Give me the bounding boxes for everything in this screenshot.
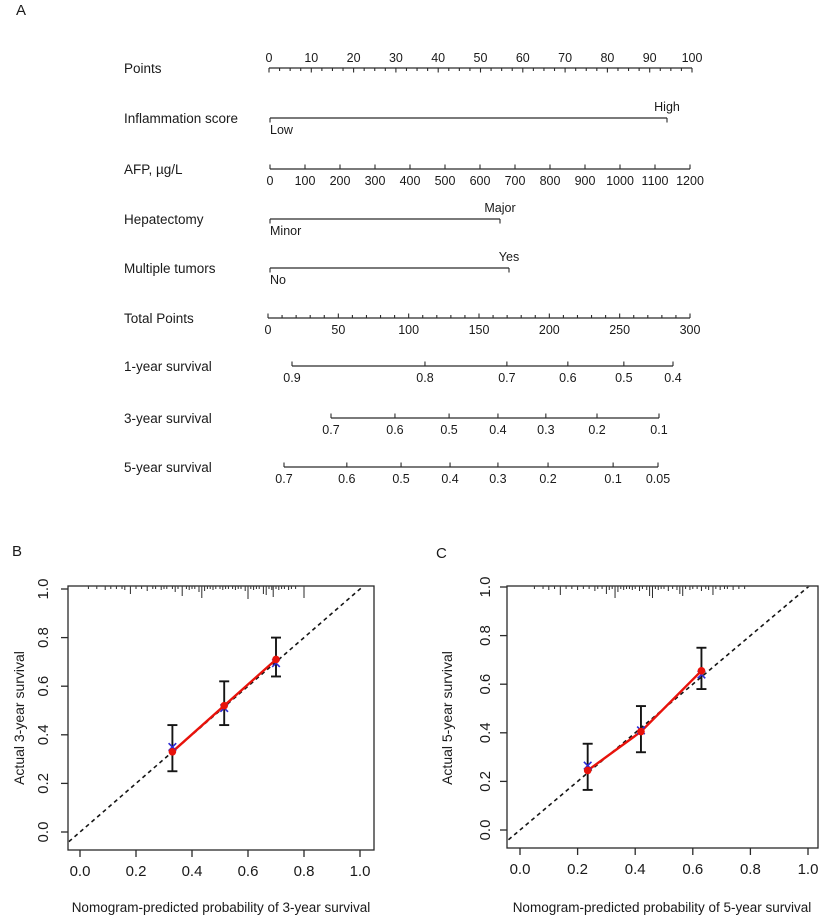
tick-label: 0.4: [441, 472, 459, 486]
tick-label: 0.4: [489, 423, 507, 437]
x-tick-label: 0.8: [293, 863, 315, 880]
y-tick-label: 0.0: [477, 819, 494, 841]
row-label: 3-year survival: [124, 411, 212, 426]
calibration-point: [169, 748, 177, 756]
row-label: Hepatectomy: [124, 212, 204, 227]
tick-label: 300: [364, 174, 386, 188]
tick-label: 100: [398, 323, 420, 337]
panel-c-letter: C: [436, 545, 447, 562]
y-tick-label: 0.6: [477, 673, 494, 695]
x-tick-label: 1.0: [349, 863, 371, 880]
rug-marks: [534, 587, 744, 598]
y-tick-label: 0.2: [477, 770, 494, 792]
tick-label: No: [270, 273, 286, 287]
plot-box: [68, 586, 374, 850]
tick-label: 800: [539, 174, 561, 188]
y-tick-label: 0.0: [35, 821, 52, 843]
tick-label: 0.4: [664, 371, 682, 385]
tick-label: 0.1: [604, 472, 622, 486]
calibration-plot-5yr: [410, 540, 824, 920]
y-tick-label: 0.6: [35, 675, 52, 697]
tick-label: 0.5: [392, 472, 410, 486]
tick-label: 600: [469, 174, 491, 188]
tick-label: 50: [473, 51, 488, 65]
tick-label: 30: [388, 51, 403, 65]
tick-label: 300: [679, 323, 701, 337]
rug-marks: [88, 587, 304, 599]
tick-label: 40: [431, 51, 446, 65]
calibration-point: [220, 702, 228, 710]
tick-label: Major: [484, 201, 516, 215]
tick-label: Yes: [498, 250, 520, 264]
nomogram-row-1-year-survival: [124, 359, 682, 385]
tick-label: 0.6: [386, 423, 404, 437]
calibration-point: [637, 728, 645, 736]
tick-label: 0.1: [650, 423, 668, 437]
x-tick-label: 0.2: [567, 861, 589, 878]
y-axis-title-3yr: Actual 3-year survival: [11, 651, 27, 785]
tick-label: 0.6: [338, 472, 356, 486]
y-tick-label: 0.8: [35, 627, 52, 649]
x-tick-label: 0.4: [181, 863, 203, 880]
x-tick-label: 0.6: [237, 863, 259, 880]
tick-label: 50: [331, 323, 346, 337]
tick-label: 250: [609, 323, 631, 337]
nomogram-row-multiple-tumors: [124, 250, 519, 287]
y-tick-label: 0.4: [35, 724, 52, 746]
tick-label: 150: [468, 323, 490, 337]
plot-box: [507, 586, 818, 848]
row-label: 1-year survival: [124, 359, 212, 374]
nomogram-row-inflammation-score: [124, 100, 680, 137]
tick-label: 100: [294, 174, 316, 188]
tick-label: 200: [538, 323, 560, 337]
nomogram-row-afp-g-l: [124, 162, 704, 188]
row-label: Total Points: [124, 311, 194, 326]
tick-label: 0.5: [615, 371, 633, 385]
x-axis-title-3yr: Nomogram-predicted probability of 3-year survival: [71, 900, 371, 915]
calibration-point: [698, 667, 706, 675]
tick-label: 0.05: [645, 472, 671, 486]
calibration-point: [584, 767, 592, 775]
tick-label: 0.3: [489, 472, 507, 486]
x-tick-label: 0.0: [509, 861, 531, 878]
row-label: 5-year survival: [124, 460, 212, 475]
tick-label: 0.2: [539, 472, 557, 486]
row-label: Points: [124, 61, 162, 76]
x-tick-label: 0.0: [69, 863, 91, 880]
tick-label: 100: [681, 51, 703, 65]
tick-label: 0.7: [322, 423, 340, 437]
tick-label: 10: [304, 51, 319, 65]
tick-label: 0: [264, 323, 272, 337]
tick-label: 1000: [606, 174, 634, 188]
tick-label: 0: [266, 174, 274, 188]
tick-label: 0.6: [559, 371, 577, 385]
y-tick-label: 0.8: [477, 625, 494, 647]
panel-a-letter: A: [16, 2, 27, 19]
tick-label: 400: [399, 174, 421, 188]
tick-label: 0.9: [283, 371, 301, 385]
row-label: Inflammation score: [124, 111, 239, 126]
tick-label: 900: [574, 174, 596, 188]
calibration-line: [588, 671, 702, 771]
tick-label: Low: [270, 123, 293, 137]
tick-label: 0.7: [498, 371, 516, 385]
tick-label: 60: [515, 51, 530, 65]
tick-label: Minor: [270, 224, 302, 238]
nomogram-row-total-points: [124, 311, 700, 337]
tick-label: 20: [346, 51, 361, 65]
tick-label: 0: [265, 51, 273, 65]
y-tick-label: 1.0: [35, 578, 52, 600]
tick-label: 1200: [676, 174, 704, 188]
tick-label: 90: [642, 51, 657, 65]
nomogram-row-5-year-survival: [124, 460, 670, 486]
x-tick-label: 0.6: [682, 861, 704, 878]
tick-label: 0.8: [416, 371, 434, 385]
tick-label: High: [654, 100, 680, 114]
x-tick-label: 0.4: [624, 861, 646, 878]
tick-label: 80: [600, 51, 615, 65]
x-tick-label: 1.0: [797, 861, 819, 878]
tick-label: 700: [504, 174, 526, 188]
tick-label: 0.2: [588, 423, 606, 437]
nomogram-row-hepatectomy: [124, 201, 516, 238]
tick-label: 1100: [641, 174, 669, 188]
tick-label: 200: [329, 174, 351, 188]
calibration-plot-3yr: [0, 540, 420, 920]
tick-label: 0.7: [275, 472, 293, 486]
row-label: AFP, µg/L: [124, 162, 183, 177]
y-tick-label: 0.4: [477, 722, 494, 744]
calibration-plot-3yr-body: [35, 574, 377, 880]
tick-label: 0.5: [440, 423, 458, 437]
nomogram-row-3-year-survival: [124, 411, 668, 437]
y-tick-label: 1.0: [477, 576, 494, 598]
calibration-plot-5yr-body: [477, 572, 824, 878]
tick-label: 70: [558, 51, 573, 65]
y-axis-title-5yr: Actual 5-year survival: [439, 651, 455, 785]
row-label: Multiple tumors: [124, 261, 216, 276]
nomogram-row-points: [124, 51, 702, 76]
panel-b-letter: B: [12, 543, 23, 560]
x-axis-title-5yr: Nomogram-predicted probability of 5-year survival: [512, 900, 812, 915]
x-tick-label: 0.2: [125, 863, 147, 880]
calibration-point: [272, 656, 280, 664]
tick-label: 0.3: [537, 423, 555, 437]
x-tick-label: 0.8: [739, 861, 761, 878]
tick-label: 500: [434, 174, 456, 188]
y-tick-label: 0.2: [35, 772, 52, 794]
